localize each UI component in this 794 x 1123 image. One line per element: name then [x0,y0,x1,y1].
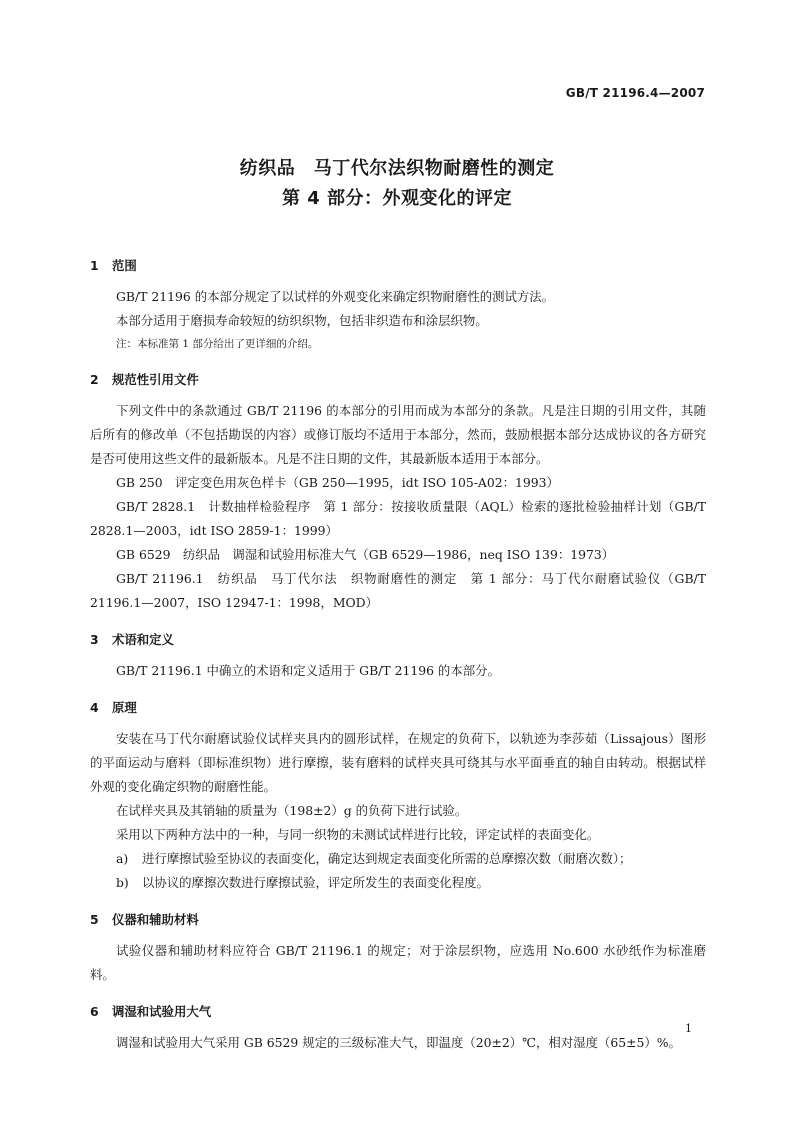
section-heading-1 [90,255,706,277]
page-number: 1 [685,1022,692,1035]
document-title-line2: 第 4 部分：外观变化的评定 [281,188,513,209]
reference-item: GB/T 2828.1 计数抽样检验程序 第 1 部分：按接收质量限（AQL）检索的逐批检验抽样计划（GB/T 2828.1—2003，idt ISO 2859-1：1999） [90,499,706,538]
document-body [90,255,706,1055]
reference-item: GB 250 评定变色用灰色样卡（GB 250—1995，idt ISO 105-A02：1993） [116,475,559,490]
note: 注：本标准第 1 部分给出了更详细的介绍。 [116,338,319,350]
paragraph: 下列文件中的条款通过 GB/T 21196 的本部分的引用而成为本部分的条款。凡是注日期的引用文件，其随后所有的修改单（不包括勘误的内容）或修订版均不适用于本部分，然而，鼓励根据本部分达成协议的各方研究是否可使用这些文件的最新版本。凡是不注日期的文件，其最新版本适用于本部分。 [90,403,706,466]
section-number: 4 [90,700,99,715]
list-marker: a) [116,851,129,866]
paragraph: 在试样夹具及其销轴的质量为（198±2）g 的负荷下进行试验。 [116,803,468,818]
section-number: 5 [90,912,99,927]
paragraph: 调湿和试验用大气采用 GB 6529 规定的三级标准大气，即温度（20±2）℃，相对湿度（65±5）%。 [116,1035,681,1050]
list-item-text: 进行摩擦试验至协议的表面变化，确定达到规定表面变化所需的总摩擦次数（耐磨次数）； [142,851,632,866]
paragraph: 安装在马丁代尔耐磨试验仪试样夹具内的圆形试样，在规定的负荷下，以轨迹为李莎茹（Lissajous）图形的平面运动与磨料（即标准织物）进行摩擦，装有磨料的试样夹具可绕其与水平面垂直的轴自由转动。根据试样外观的变化确定织物的耐磨性能。 [90,731,706,794]
reference-item: GB/T 21196.1 纺织品 马丁代尔法 织物耐磨性的测定 第 1 部分：马丁代尔耐磨试验仪（GB/T 21196.1—2007，ISO 12947-1：1998，MOD） [90,571,706,610]
section-heading-4 [90,697,706,719]
section-title: 规范性引用文件 [112,372,199,387]
section-number: 3 [90,632,99,647]
reference-item: GB 6529 纺织品 调湿和试验用标准大气（GB 6529—1986，neq ISO 139：1973） [116,547,615,562]
paragraph: 采用以下两种方法中的一种，与同一织物的未测试试样进行比较，评定试样的表面变化。 [116,827,600,842]
document-title-line1: 纺织品 马丁代尔法织物耐磨性的测定 [239,158,555,179]
list-item [90,847,706,871]
section-title: 仪器和辅助材料 [112,912,199,927]
section-heading-5 [90,909,706,931]
section-title: 调湿和试验用大气 [112,1004,212,1019]
paragraph: GB/T 21196 的本部分规定了以试样的外观变化来确定织物耐磨性的测试方法。 [116,289,555,304]
paragraph: GB/T 21196.1 中确立的术语和定义适用于 GB/T 21196 的本部分。 [116,663,500,678]
list-item [90,871,706,895]
section-heading-3 [90,629,706,651]
section-title: 原理 [112,700,137,715]
paragraph: 试验仪器和辅助材料应符合 GB/T 21196.1 的规定；对于涂层织物，应选用 No.600 水砂纸作为标准磨料。 [90,943,706,982]
section-title: 范围 [112,258,137,273]
paragraph: 本部分适用于磨损寿命较短的纺织织物，包括非织造布和涂层织物。 [116,313,488,328]
section-heading-2 [90,369,706,391]
section-title: 术语和定义 [112,632,174,647]
section-number: 6 [90,1004,99,1019]
section-heading-6 [90,1001,706,1023]
list-marker: b) [116,875,129,890]
list-item-text: 以协议的摩擦次数进行摩擦试验，评定所发生的表面变化程度。 [142,875,489,890]
standard-code: GB/T 21196.4—2007 [565,86,705,100]
section-number: 1 [90,258,99,273]
section-number: 2 [90,372,99,387]
